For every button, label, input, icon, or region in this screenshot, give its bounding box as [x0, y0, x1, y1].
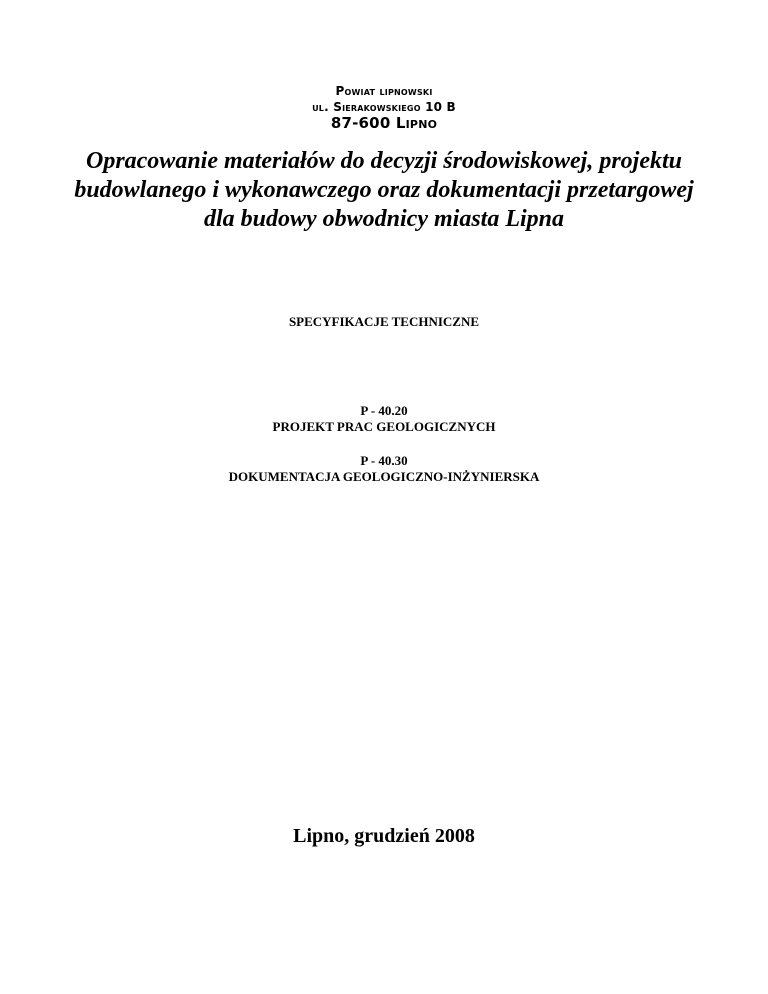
spec-heading: SPECYFIKACJE TECHNICZNE	[288, 314, 480, 329]
header-street: ul. Sierakowskiego 10 B	[312, 100, 456, 114]
section-block	[0, 403, 768, 435]
section-name: PROJEKT PRAC GEOLOGICZNYCH	[272, 419, 496, 434]
title-line-1: Opracowanie materiałów do decyzji środowiskowej, projektu	[85, 148, 682, 174]
title-line-3: dla budowy obwodnicy miasta Lipna	[203, 206, 565, 232]
place-date: Lipno, grudzień 2008	[293, 825, 475, 847]
header-org-name: Powiat lipnowski	[335, 84, 433, 98]
section-code: P - 40.30	[360, 453, 408, 468]
section-code: P - 40.20	[360, 403, 408, 418]
title-line-2: budowlanego i wykonawczego oraz dokumentacji przetargowej	[74, 177, 694, 203]
document-title	[40, 147, 728, 234]
header-postal-city: 87-600 Lipno	[330, 114, 438, 132]
section-name: DOKUMENTACJA GEOLOGICZNO-INŻYNIERSKA	[228, 469, 540, 484]
section-block	[0, 453, 768, 485]
